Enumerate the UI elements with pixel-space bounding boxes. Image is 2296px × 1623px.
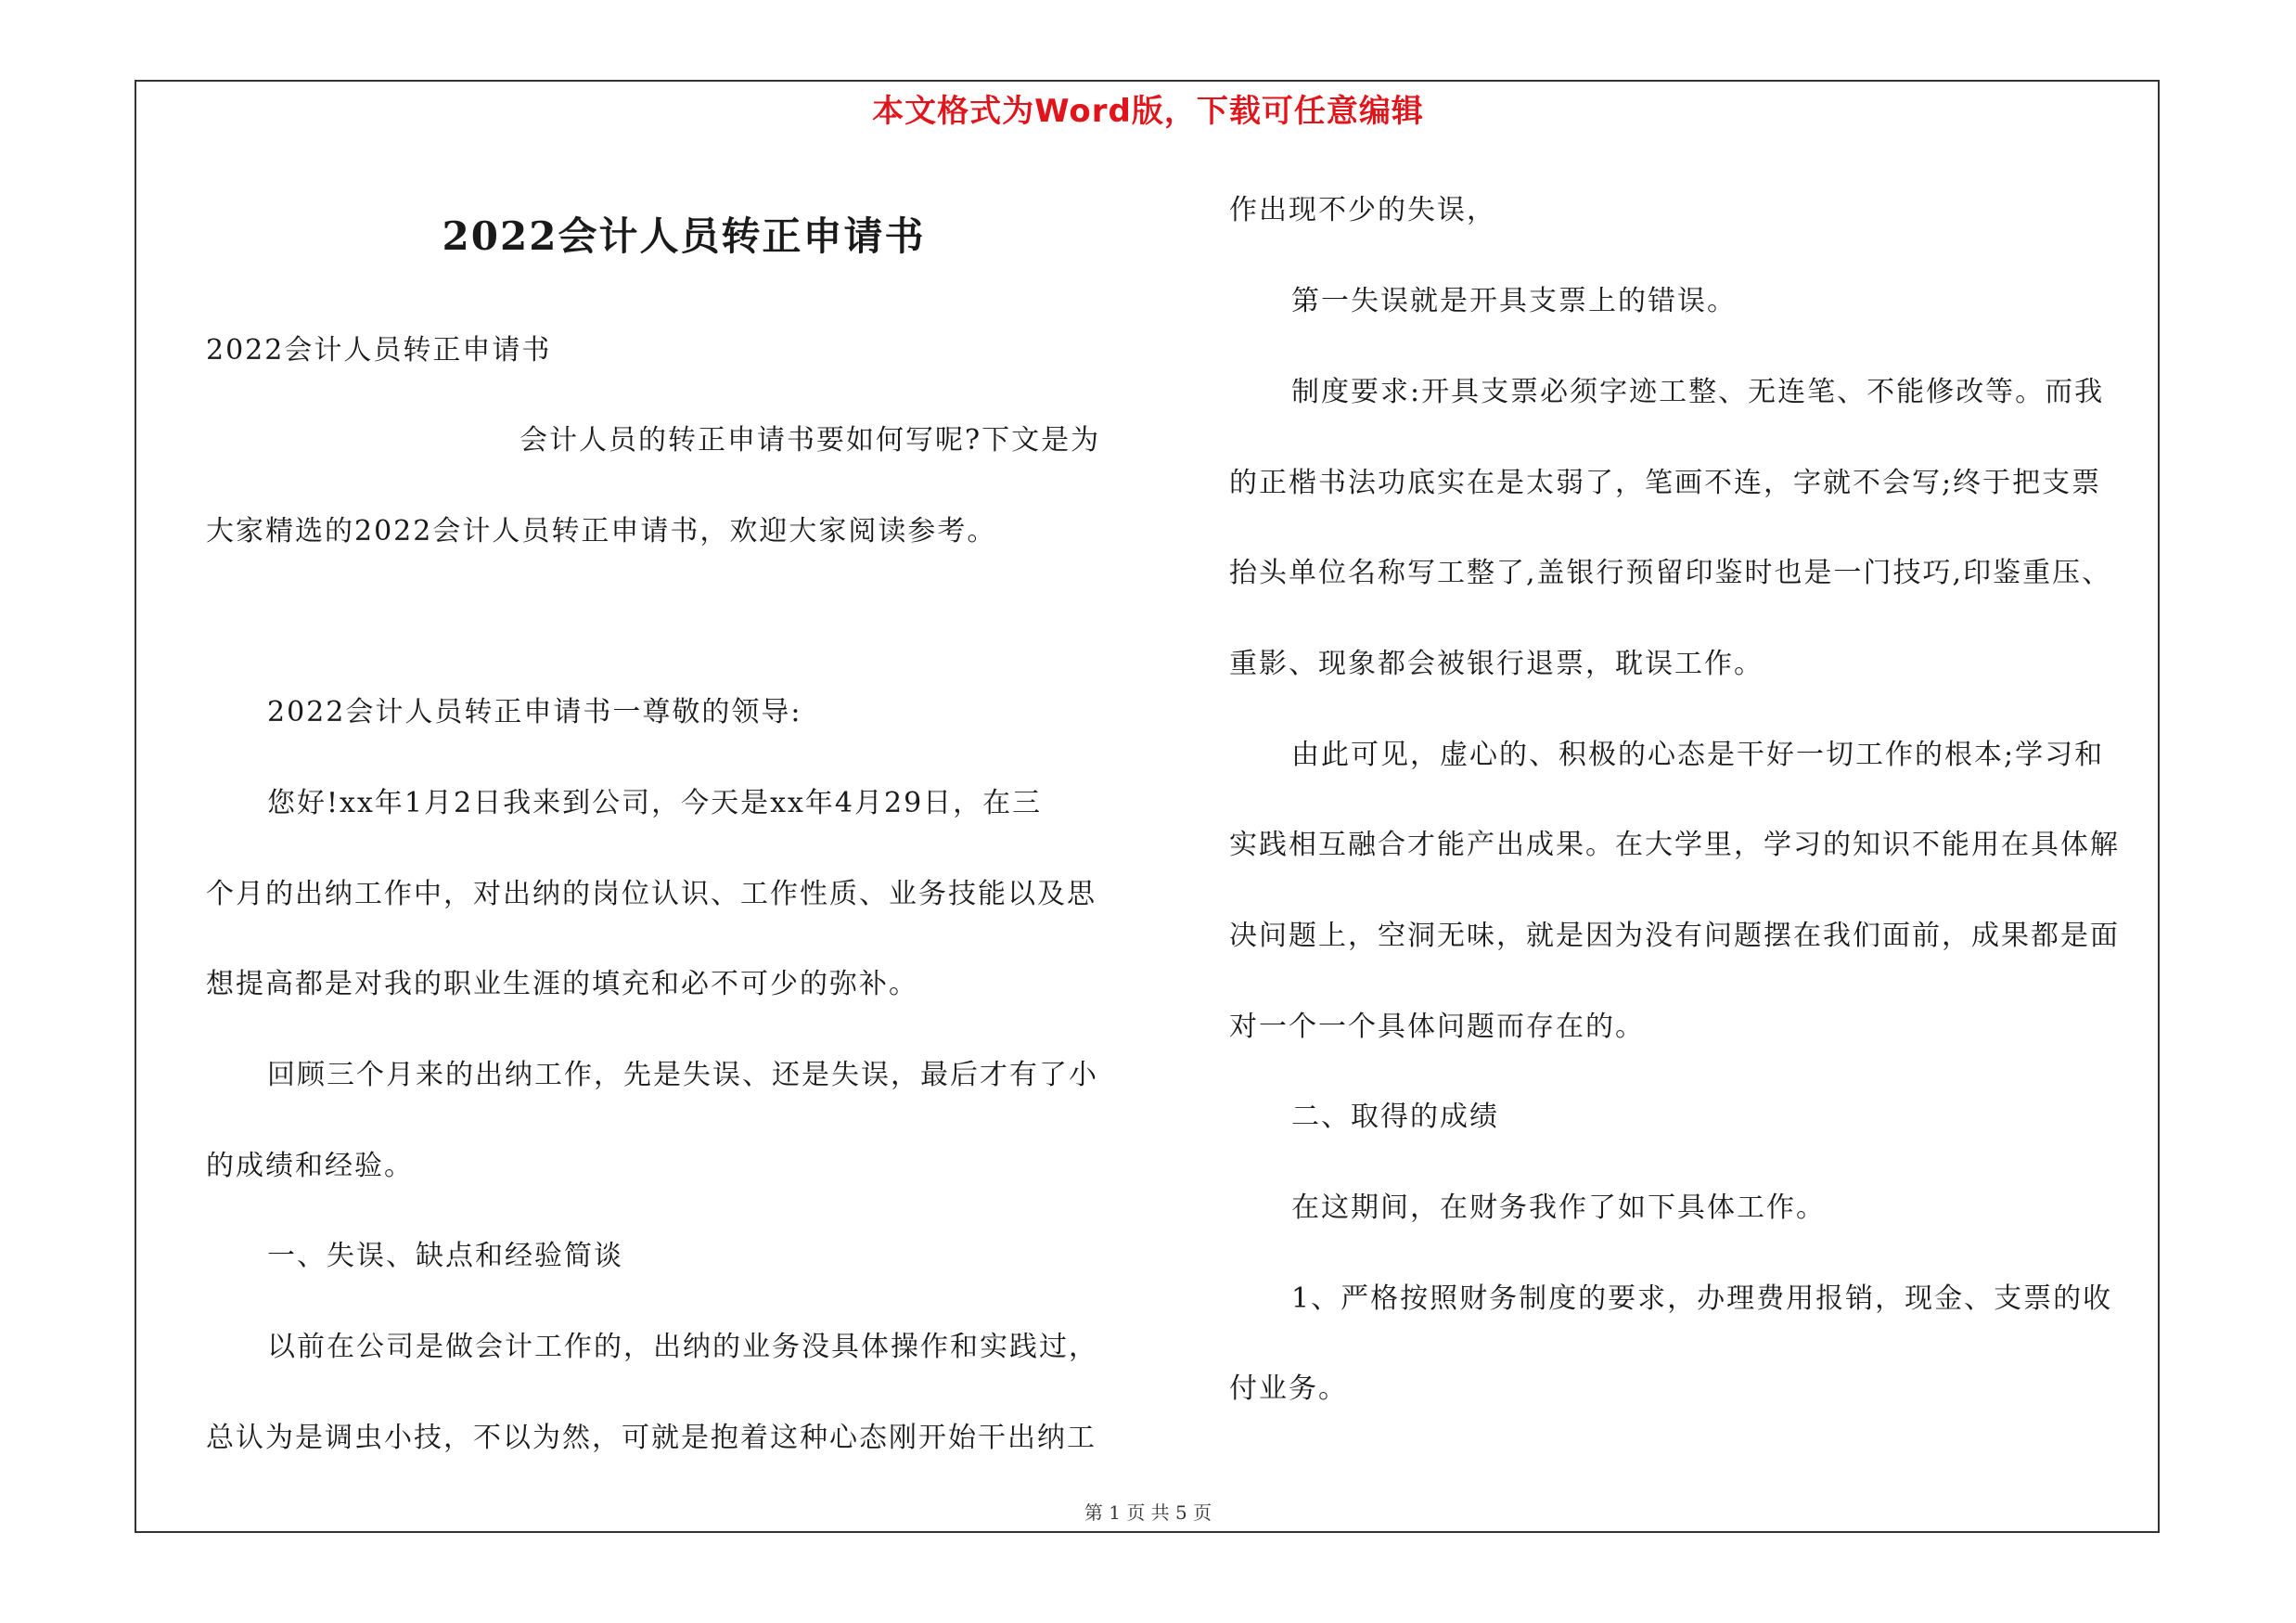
right-line-para5-2: 实践相互融合才能产出成果。在大学里，学习的知识不能用在具体解 [1229, 829, 2120, 861]
left-line-para1-2: 个月的出纳工作中，对出纳的岗位认识、工作性质、业务技能以及思 [206, 878, 1097, 910]
left-line-para1-1: 您好!xx年1月2日我来到公司，今天是xx年4月29日，在三 [267, 787, 1043, 819]
right-line-para7-1: 1、严格按照财务制度的要求，办理费用报销，现金、支票的收 [1291, 1282, 2113, 1315]
left-line-para2-2: 的成绩和经验。 [206, 1150, 414, 1182]
right-line-para4-3: 抬头单位名称写工整了,盖银行预留印鉴时也是一门技巧,印鉴重压、 [1229, 557, 2112, 589]
left-line-subtitle: 2022会计人员转正申请书 [206, 334, 552, 367]
right-line-error-1: 第一失误就是开具支票上的错误。 [1291, 285, 1737, 317]
right-line-para5-4: 对一个一个具体问题而存在的。 [1229, 1011, 1645, 1043]
right-line-para3-3: 作出现不少的失误， [1229, 194, 1496, 226]
left-line-section-1-heading: 一、失误、缺点和经验简谈 [267, 1240, 623, 1272]
left-line-salutation: 2022会计人员转正申请书一尊敬的领导: [267, 696, 802, 728]
left-line-para3-1: 以前在公司是做会计工作的，出纳的业务没具体操作和实践过， [267, 1331, 1098, 1363]
left-line-para2-1: 回顾三个月来的出纳工作，先是失误、还是失误，最后才有了小 [267, 1059, 1098, 1091]
left-line-intro-1: 会计人员的转正申请书要如何写呢?下文是为 [519, 424, 1101, 457]
right-line-section-2-heading: 二、取得的成绩 [1291, 1101, 1499, 1133]
word-format-banner: 本文格式为Word版，下载可任意编辑 [872, 93, 1424, 130]
left-line-para3-2: 总认为是调虫小技，不以为然，可就是抱着这种心态刚开始干出纳工 [206, 1422, 1097, 1454]
left-line-intro-2: 大家精选的2022会计人员转正申请书，欢迎大家阅读参考。 [206, 515, 997, 547]
left-line-para1-3: 想提高都是对我的职业生涯的填充和必不可少的弥补。 [206, 968, 918, 1000]
document-title: 2022会计人员转正申请书 [442, 213, 926, 259]
page-number-footer: 第 1 页 共 5 页 [1084, 1501, 1212, 1524]
right-line-para5-3: 决问题上，空洞无味，就是因为没有问题摆在我们面前，成果都是面 [1229, 920, 2120, 952]
right-line-para4-1: 制度要求:开具支票必须字迹工整、无连笔、不能修改等。而我 [1291, 376, 2105, 408]
right-line-para4-2: 的正楷书法功底实在是太弱了，笔画不连，字就不会写;终于把支票 [1229, 467, 2102, 499]
right-line-para6-1: 在这期间，在财务我作了如下具体工作。 [1291, 1191, 1826, 1224]
right-line-para7-2: 付业务。 [1229, 1372, 1348, 1405]
right-line-para5-1: 由此可见，虚心的、积极的心态是干好一切工作的根本;学习和 [1291, 739, 2105, 771]
right-line-para4-4: 重影、现象都会被银行退票，耽误工作。 [1229, 648, 1764, 680]
